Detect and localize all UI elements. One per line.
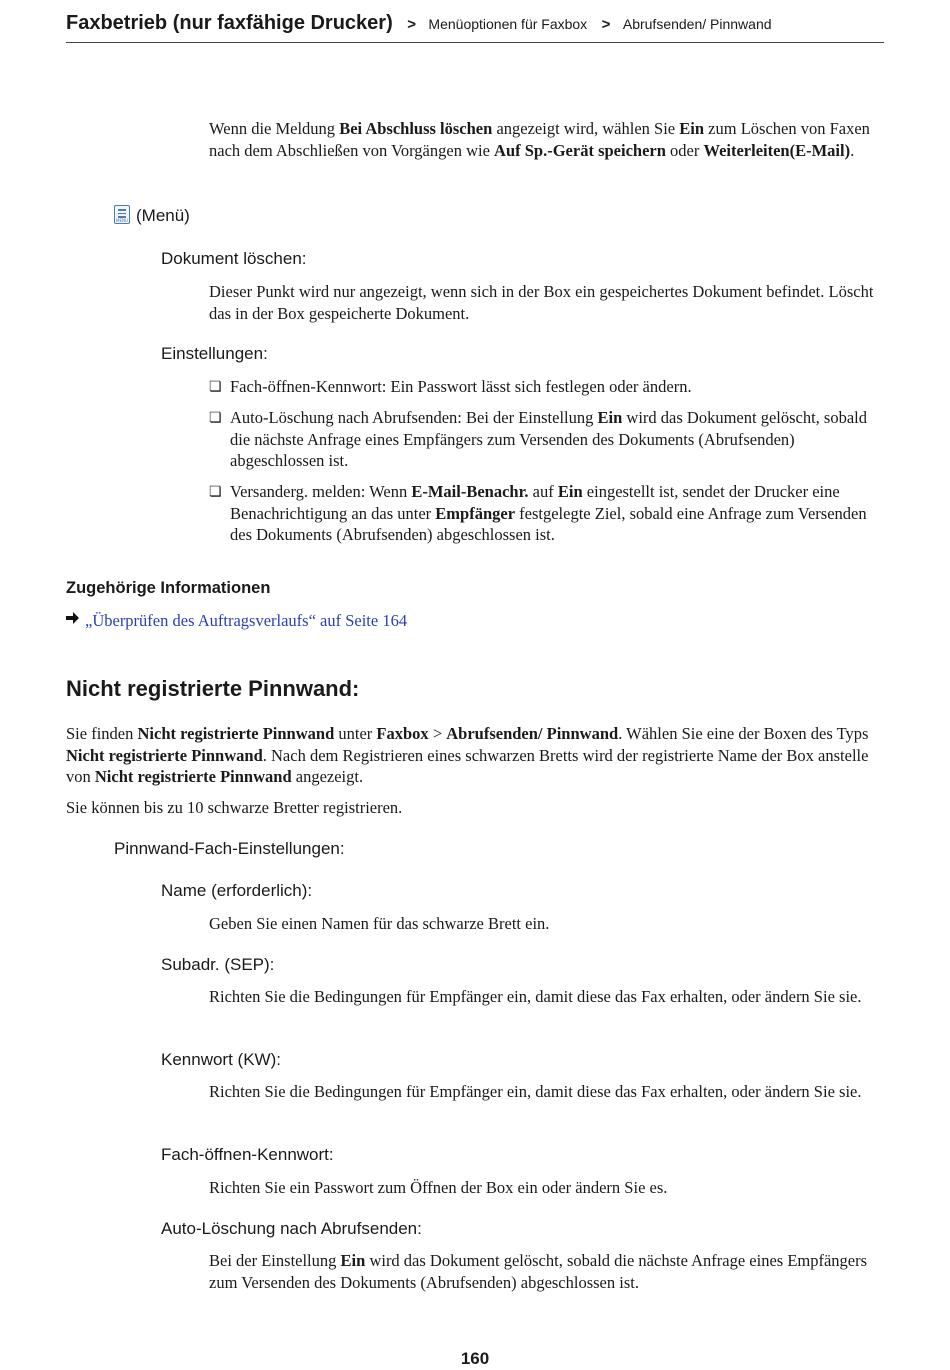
- setting-label-password: Kennwort (KW):: [161, 1050, 281, 1069]
- setting-label-box-open-password: Fach-öffnen-Kennwort:: [161, 1145, 334, 1164]
- menu-label: (Menü): [136, 206, 190, 225]
- setting-label-subaddress: Subadr. (SEP):: [161, 955, 275, 974]
- intro-paragraph: Wenn die Meldung Bei Abschluss löschen angezeigt wird, wählen Sie Ein zum Löschen von Faxen nach dem Abschließen von Vorgängen wie Auf Sp.-Gerät speichern oder Weiterleiten(E-Mail).: [209, 119, 870, 160]
- checkbox-bullet-icon: ❏: [209, 485, 222, 500]
- setting-label-name: Name (erforderlich):: [161, 881, 313, 900]
- related-info-heading: Zugehörige Informationen: [66, 579, 271, 597]
- list-item: ❏ Auto-Löschung nach Abrufsenden: Bei der Einstellung Ein wird das Dokument gelöscht, sobald die nächste Anfrage eines Empfängers zum Versenden des Dokuments (Abrufsenden) abgeschlossen ist.: [209, 408, 868, 470]
- setting-text-box-open-password: Richten Sie ein Passwort zum Öffnen der Box ein oder ändern Sie es.: [209, 1178, 668, 1197]
- list-item: ❏ Versanderg. melden: Wenn E-Mail-Benachr. auf Ein eingestellt ist, sendet der Drucker eine Benachrichtigung an das unter Empfänger festgelegte Ziel, sobald eine Anfrage zum Versenden des Dokuments (Abrufsenden) abgeschlossen ist.: [209, 482, 867, 544]
- menu-icon: MENU: [114, 205, 130, 224]
- setting-label-auto-delete: Auto-Löschung nach Abrufsenden:: [161, 1219, 422, 1238]
- related-link[interactable]: „Überprüfen des Auftragsverlaufs“ auf Seite 164: [85, 611, 408, 630]
- setting-text-subaddress: Richten Sie die Bedingungen für Empfänger ein, damit diese das Fax erhalten, oder ändern Sie sie.: [209, 987, 862, 1006]
- settings-heading: Einstellungen:: [161, 344, 268, 363]
- checkbox-bullet-icon: ❏: [209, 411, 222, 426]
- page-header: [66, 12, 884, 43]
- delete-document-heading: Dokument löschen:: [161, 249, 307, 268]
- header-title: Faxbetrieb (nur faxfähige Drucker): [66, 12, 393, 34]
- checkbox-bullet-icon: ❏: [209, 380, 222, 395]
- section-title: Nicht registrierte Pinnwand:: [66, 676, 360, 701]
- setting-text-auto-delete: Bei der Einstellung Ein wird das Dokument gelöscht, sobald die nächste Anfrage eines Empfängers zum Versenden des Dokuments (Abrufsenden) abgeschlossen ist.: [209, 1251, 868, 1292]
- page-number: 160: [460, 1349, 490, 1368]
- breadcrumb-item-pinnwand: Abrufsenden/ Pinnwand: [622, 16, 772, 32]
- breadcrumb-separator: >: [601, 16, 611, 33]
- arrow-right-icon: [66, 611, 80, 625]
- setting-text-password: Richten Sie die Bedingungen für Empfänger ein, damit diese das Fax erhalten, oder ändern Sie sie.: [209, 1082, 862, 1101]
- delete-document-text: Dieser Punkt wird nur angezeigt, wenn sich in der Box ein gespeichertes Dokument befindet. Löscht das in der Box gespeicherte Dokument.: [209, 282, 874, 323]
- section-paragraph-limit: Sie können bis zu 10 schwarze Bretter registrieren.: [66, 798, 403, 817]
- breadcrumb-item-faxbox: Menüoptionen für Faxbox: [428, 16, 588, 32]
- section-paragraph: Sie finden Nicht registrierte Pinnwand unter Faxbox > Abrufsenden/ Pinnwand. Wählen Sie eine der Boxen des Typs Nicht registrierte Pinnwand. Nach dem Registrieren eines schwarzen Bretts wird der registrierte Name der Box anstelle von Nicht registrierte Pinnwand angezeigt.: [66, 724, 869, 786]
- list-item: ❏ Fach-öffnen-Kennwort: Ein Passwort lässt sich festlegen oder ändern.: [209, 376, 884, 398]
- breadcrumb-separator: >: [407, 16, 416, 33]
- pinnwand-settings-heading: Pinnwand-Fach-Einstellungen:: [114, 839, 345, 858]
- setting-text-name: Geben Sie einen Namen für das schwarze Brett ein.: [209, 914, 550, 933]
